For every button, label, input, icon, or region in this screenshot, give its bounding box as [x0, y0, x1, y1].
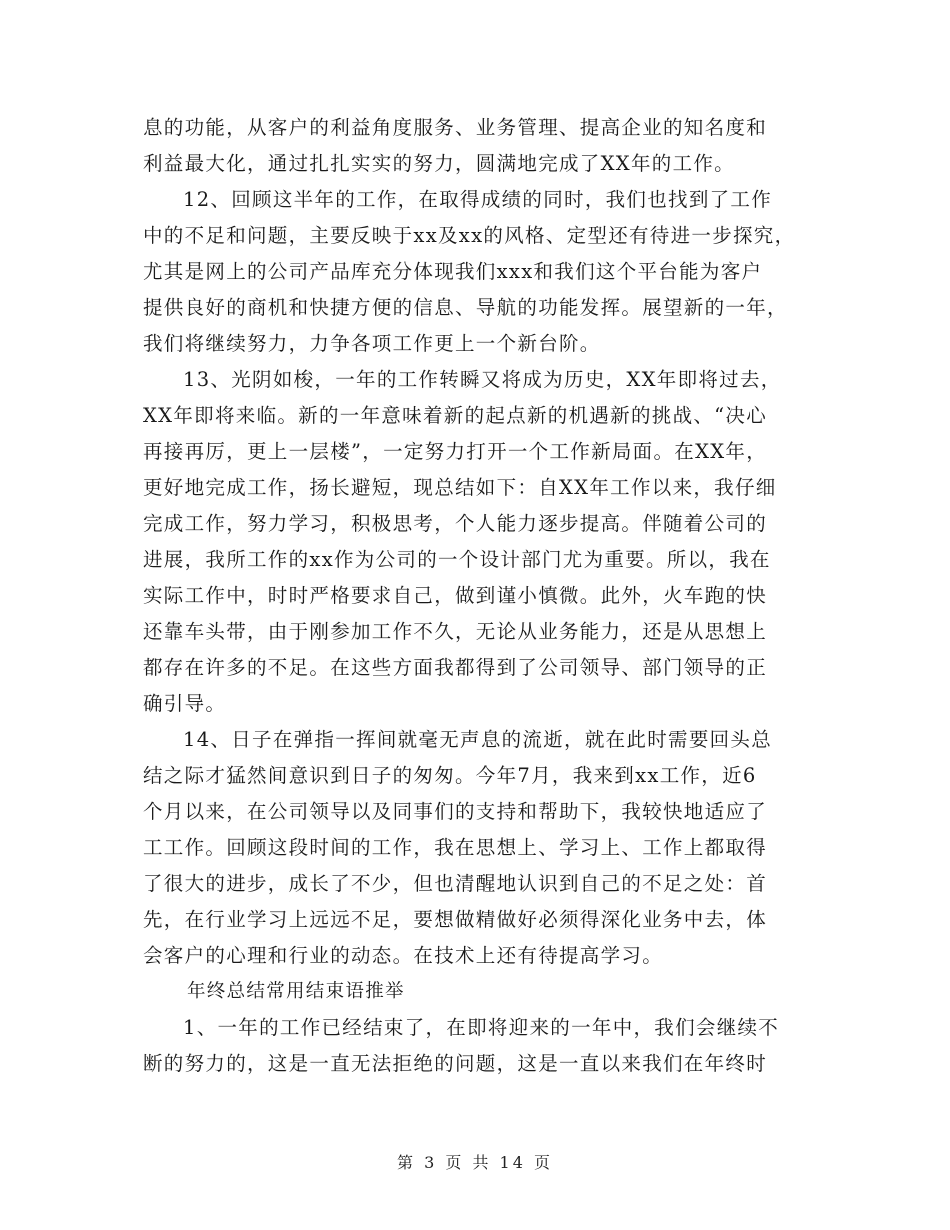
text-line: 先，在行业学习上远远不足，要想做精做好必须得深化业务中去，体 [143, 908, 768, 931]
text-line: 还靠车头带，由于刚参加工作不久，无论从业务能力，还是从思想上 [143, 620, 768, 643]
text-line: 1、一年的工作已经结束了，在即将迎来的一年中，我们会继续不 [183, 1016, 780, 1039]
text-line: 进展，我所工作的xx作为公司的一个设计部门尤为重要。所以，我在 [143, 548, 771, 571]
text-line: 断的努力的，这是一直无法拒绝的问题，这是一直以来我们在年终时 [143, 1052, 768, 1075]
text-line: 13、光阴如梭，一年的工作转瞬又将成为历史，XX年即将过去， [183, 368, 782, 391]
text-line: 再接再厉，更上一层楼”，一定努力打开一个工作新局面。在XX年， [143, 440, 768, 463]
text-line: 利益最大化，通过扎扎实实的努力，圆满地完成了XX年的工作。 [143, 152, 735, 175]
text-line: 实际工作中，时时严格要求自己，做到谨小慎微。此外，火车跑的快 [143, 584, 768, 607]
page-footer: 第 3 页 共 14 页 [397, 1153, 553, 1172]
text-line: 更好地完成工作，扬长避短，现总结如下：自XX年工作以来，我仔细 [143, 476, 777, 499]
text-line: 结之际才猛然间意识到日子的匆匆。今年7月，我来到xx工作，近6 [143, 764, 757, 787]
text-line: 工工作。回顾这段时间的工作，我在思想上、学习上、工作上都取得 [143, 836, 768, 859]
text-line: 会客户的心理和行业的动态。在技术上还有待提高学习。 [143, 944, 664, 967]
text-line: 我们将继续努力，力争各项工作更上一个新台阶。 [143, 332, 601, 355]
text-line: 提供良好的商机和快捷方便的信息、导航的功能发挥。展望新的一年， [143, 296, 788, 319]
text-line: 了很大的进步，成长了不少，但也清醒地认识到自己的不足之处：首 [143, 872, 768, 895]
text-line: 14、日子在弹指一挥间就毫无声息的流逝，就在此时需要回头总 [183, 728, 773, 751]
text-line: 尤其是网上的公司产品库充分体现我们xxx和我们这个平台能为客户 [143, 260, 763, 283]
text-line: 息的功能，从客户的利益角度服务、业务管理、提高企业的知名度和 [143, 116, 768, 139]
document-body [143, 110, 823, 1082]
text-line: 12、回顾这半年的工作，在取得成绩的同时，我们也找到了工作 [183, 188, 773, 211]
text-line: 中的不足和问题，主要反映于xx及xx的风格、定型还有待进一步探究， [143, 224, 796, 247]
section-heading: 年终总结常用结束语推举 [187, 981, 405, 1002]
text-line: 都存在许多的不足。在这些方面我都得到了公司领导、部门领导的正 [143, 656, 768, 679]
text-line: 确引导。 [143, 692, 227, 715]
text-line: 个月以来，在公司领导以及同事们的支持和帮助下，我较快地适应了 [143, 800, 768, 823]
text-line: 完成工作，努力学习，积极思考，个人能力逐步提高。伴随着公司的 [143, 512, 768, 535]
text-line: XX年即将来临。新的一年意味着新的起点新的机遇新的挑战、“决心 [143, 404, 768, 427]
